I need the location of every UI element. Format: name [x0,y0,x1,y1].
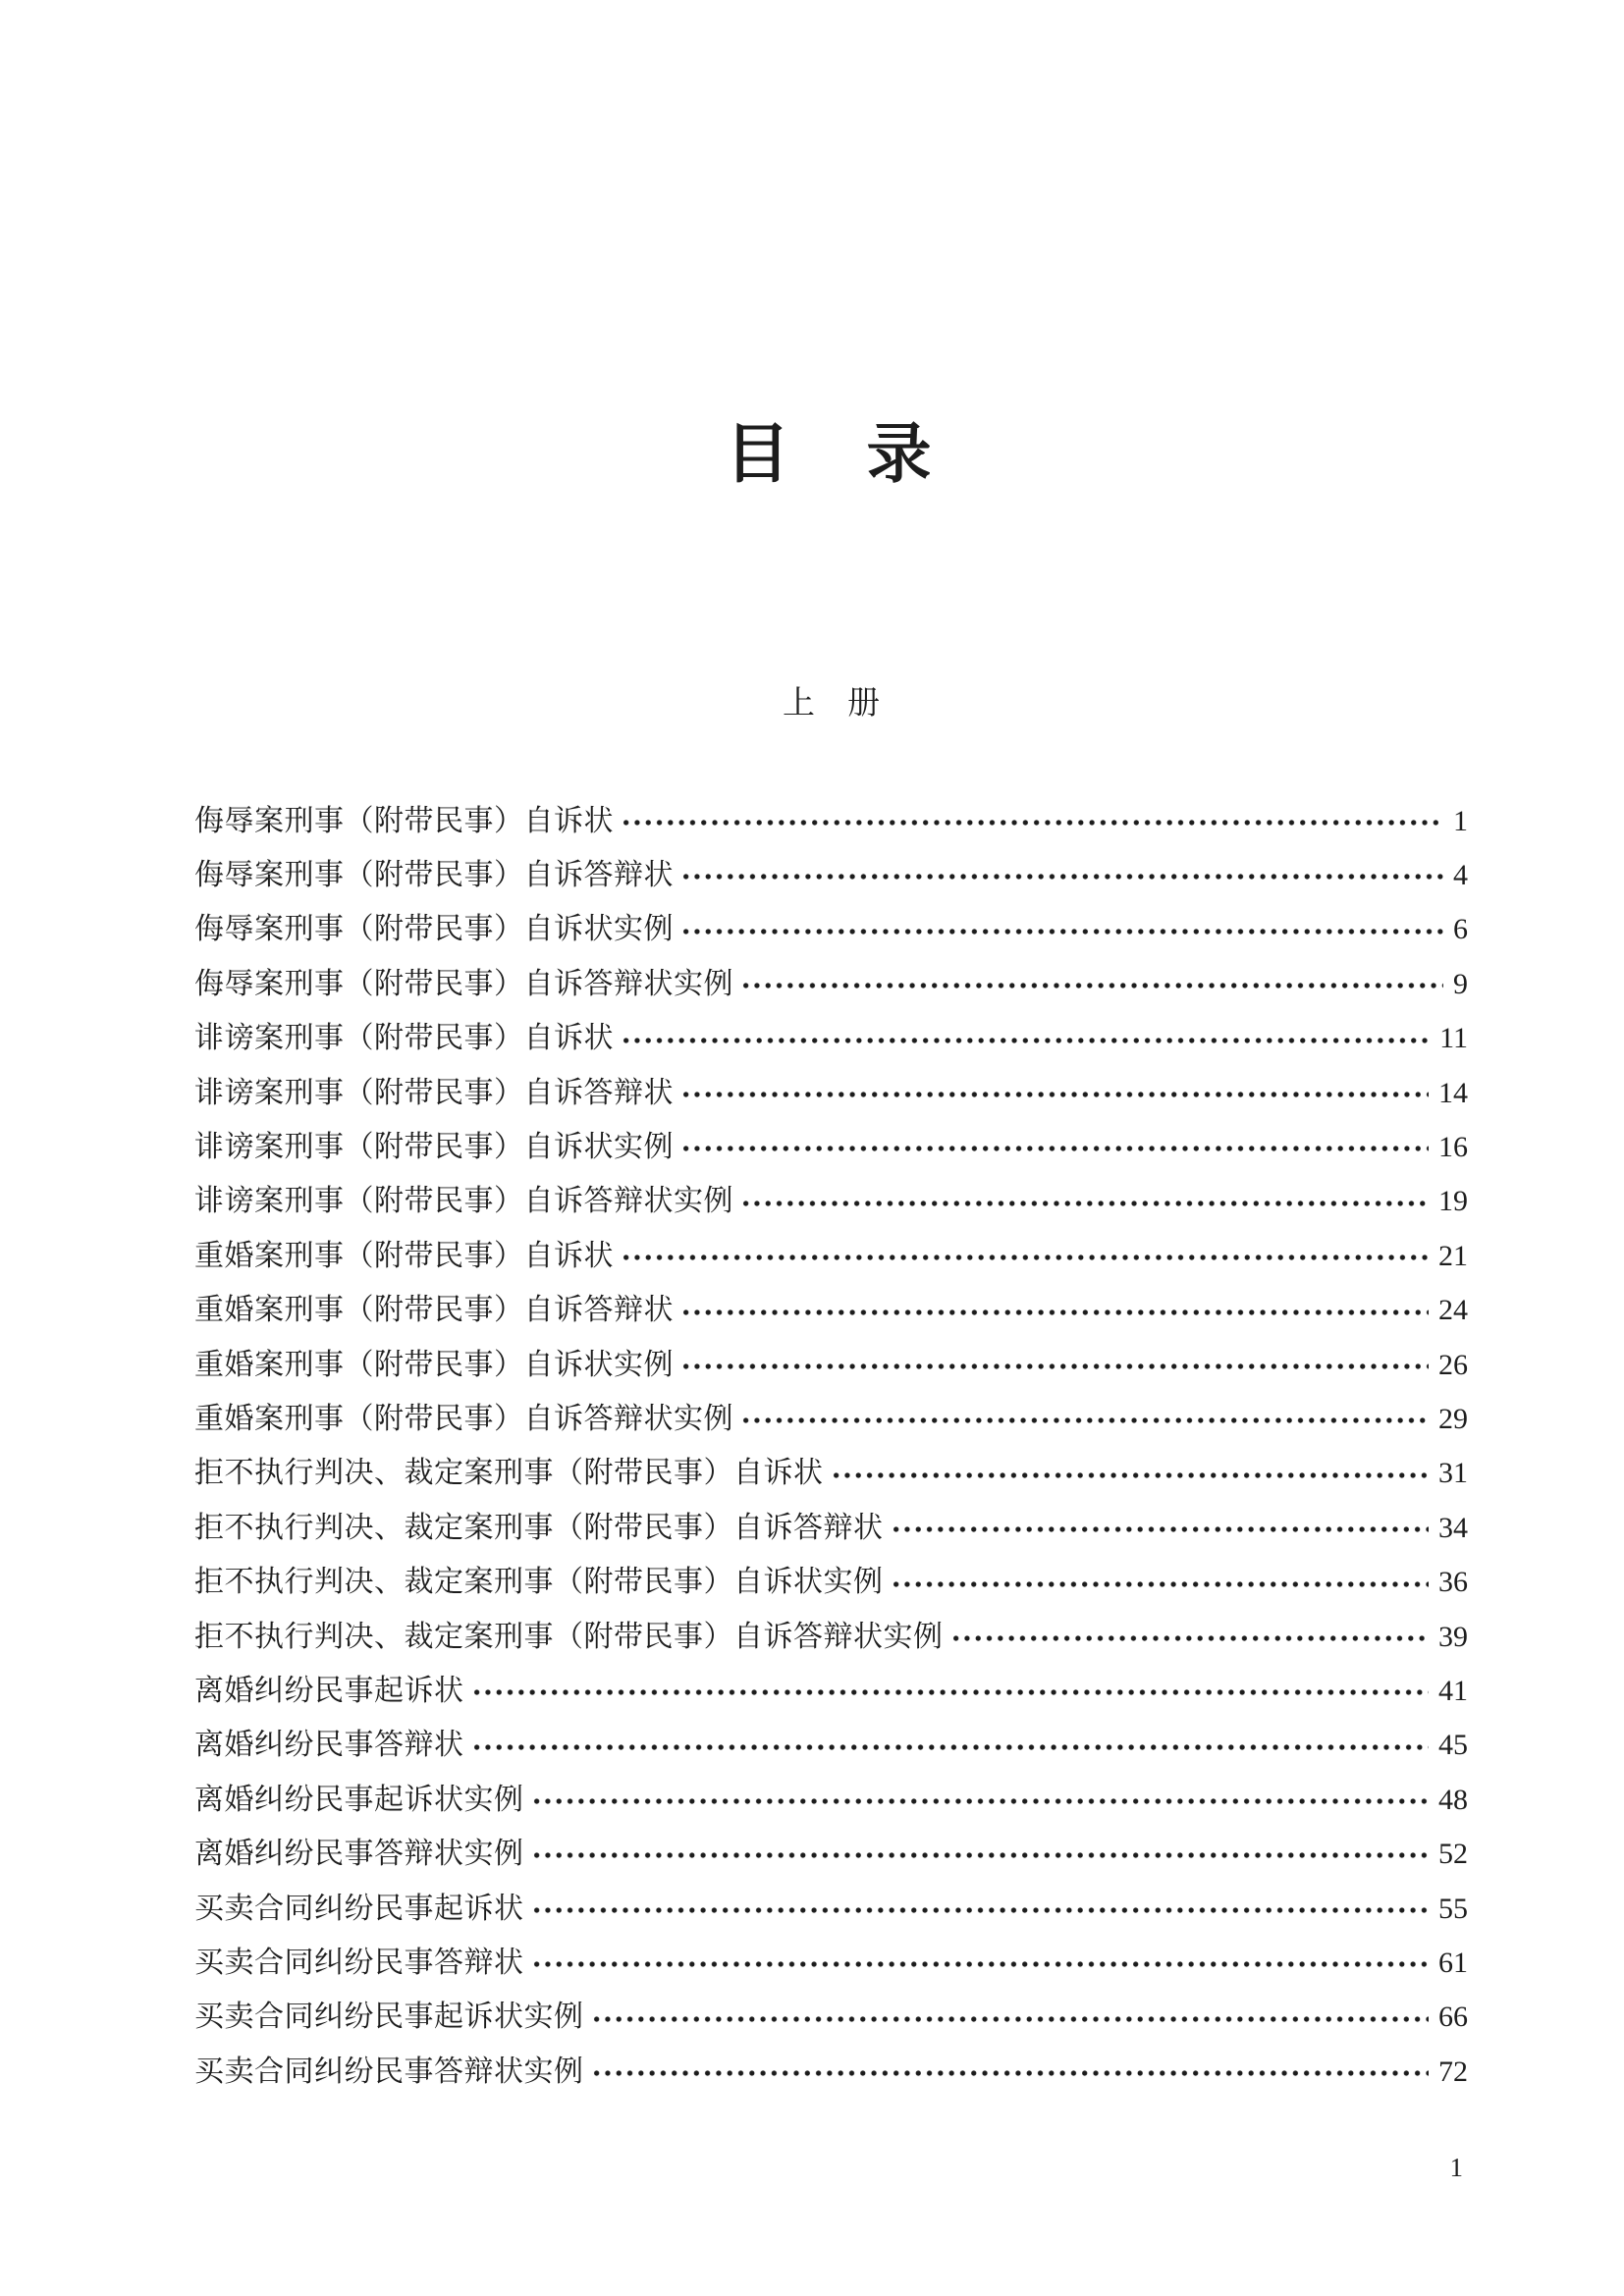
toc-entry-label: 买卖合同纠纷民事答辩状 [194,1946,524,1979]
toc-entry-page: 1 [1453,804,1468,837]
toc-row [194,1066,1468,1120]
dot-leader [469,1664,1430,1718]
toc-row [194,1827,1468,1881]
toc-entry-label: 重婚案刑事（附带民事）自诉状实例 [194,1348,674,1381]
toc-row [194,1229,1468,1283]
toc-row [194,1120,1468,1174]
dot-leader [889,1501,1430,1555]
toc-entry-label: 买卖合同纠纷民事起诉状 [194,1892,524,1925]
toc-list [194,794,1468,2099]
toc-entry-page: 14 [1438,1076,1468,1109]
toc-entry-page: 29 [1438,1402,1468,1435]
toc-entry-label: 诽谤案刑事（附带民事）自诉状实例 [194,1131,674,1164]
toc-content [194,0,1468,2296]
dot-leader [738,1175,1429,1229]
toc-row [194,1936,1468,1990]
toc-entry-page: 52 [1438,1838,1468,1871]
dot-leader [619,1012,1430,1066]
toc-entry-label: 拒不执行判决、裁定案刑事（附带民事）自诉状 [194,1457,824,1490]
toc-entry-page: 61 [1438,1946,1468,1979]
toc-entry-label: 重婚案刑事（附带民事）自诉状 [194,1239,614,1272]
toc-row [194,1501,1468,1555]
toc-entry-page: 34 [1438,1511,1468,1544]
toc-entry-page: 55 [1438,1892,1468,1925]
dot-leader [678,1284,1429,1338]
dot-leader [529,1936,1430,1990]
dot-leader [529,1773,1430,1827]
toc-entry-page: 9 [1453,967,1468,1000]
toc-entry-page: 39 [1438,1620,1468,1653]
toc-row [194,1882,1468,1936]
toc-entry-label: 诽谤案刑事（附带民事）自诉状 [194,1022,614,1055]
dot-leader [678,1120,1429,1174]
dot-leader [469,1719,1430,1773]
toc-entry-page: 11 [1439,1022,1468,1055]
toc-row [194,903,1468,957]
dot-leader [529,1827,1430,1881]
dot-leader [589,1991,1430,2045]
toc-entry-label: 离婚纠纷民事答辩状实例 [194,1838,524,1871]
toc-entry-page: 19 [1438,1185,1468,1218]
dot-leader [529,1882,1430,1936]
toc-entry-label: 侮辱案刑事（附带民事）自诉状 [194,804,614,837]
toc-entry-page: 4 [1453,859,1468,892]
dot-leader [738,957,1443,1011]
dot-leader [619,794,1443,848]
toc-entry-page: 26 [1438,1348,1468,1381]
toc-entry-page: 24 [1438,1294,1468,1327]
toc-row [194,1284,1468,1338]
toc-row [194,1012,1468,1066]
toc-entry-label: 拒不执行判决、裁定案刑事（附带民事）自诉答辩状 [194,1511,884,1544]
toc-entry-label: 离婚纠纷民事起诉状 [194,1674,464,1707]
toc-entry-page: 66 [1438,2001,1468,2034]
footer-page-number: 1 [1449,2153,1463,2182]
toc-row [194,1175,1468,1229]
toc-entry-page: 6 [1453,913,1468,946]
toc-entry-label: 侮辱案刑事（附带民事）自诉答辩状实例 [194,967,733,1000]
toc-entry-label: 离婚纠纷民事起诉状实例 [194,1783,524,1816]
toc-entry-label: 诽谤案刑事（附带民事）自诉答辩状实例 [194,1185,733,1218]
dot-leader [619,1229,1429,1283]
toc-row [194,2045,1468,2099]
dot-leader [738,1392,1429,1446]
volume-heading: 上 册 [783,686,880,721]
dot-leader [829,1447,1430,1501]
toc-entry-label: 买卖合同纠纷民事起诉状实例 [194,2001,584,2034]
toc-entry-label: 离婚纠纷民事答辩状 [194,1729,464,1762]
dot-leader [678,848,1443,902]
toc-entry-page: 36 [1438,1566,1468,1599]
toc-row [194,848,1468,902]
toc-entry-label: 重婚案刑事（附带民事）自诉答辩状实例 [194,1402,733,1435]
toc-entry-page: 31 [1438,1457,1468,1490]
toc-row [194,794,1468,848]
toc-row [194,1392,1468,1446]
dot-leader [948,1610,1430,1664]
toc-row [194,1664,1468,1718]
dot-leader [889,1555,1430,1609]
toc-row [194,1991,1468,2045]
toc-row [194,1447,1468,1501]
toc-row [194,1773,1468,1827]
toc-row [194,1338,1468,1392]
toc-entry-label: 诽谤案刑事（附带民事）自诉答辩状 [194,1076,674,1109]
toc-entry-page: 21 [1438,1239,1468,1272]
dot-leader [589,2045,1430,2099]
toc-row [194,1555,1468,1609]
toc-entry-page: 41 [1438,1674,1468,1707]
dot-leader [678,1066,1429,1120]
toc-row [194,957,1468,1011]
toc-row [194,1719,1468,1773]
page-title: 目 录 [725,419,938,491]
toc-entry-page: 72 [1438,2055,1468,2088]
toc-entry-label: 重婚案刑事（附带民事）自诉答辩状 [194,1294,674,1327]
toc-entry-label: 拒不执行判决、裁定案刑事（附带民事）自诉状实例 [194,1566,884,1599]
toc-entry-page: 16 [1438,1131,1468,1164]
toc-entry-page: 45 [1438,1729,1468,1762]
toc-entry-label: 拒不执行判决、裁定案刑事（附带民事）自诉答辩状实例 [194,1620,944,1653]
toc-row [194,1610,1468,1664]
toc-entry-label: 侮辱案刑事（附带民事）自诉状实例 [194,913,674,946]
dot-leader [678,903,1443,957]
toc-entry-label: 侮辱案刑事（附带民事）自诉答辩状 [194,859,674,892]
toc-entry-page: 48 [1438,1783,1468,1816]
dot-leader [678,1338,1429,1392]
toc-entry-label: 买卖合同纠纷民事答辩状实例 [194,2055,584,2088]
